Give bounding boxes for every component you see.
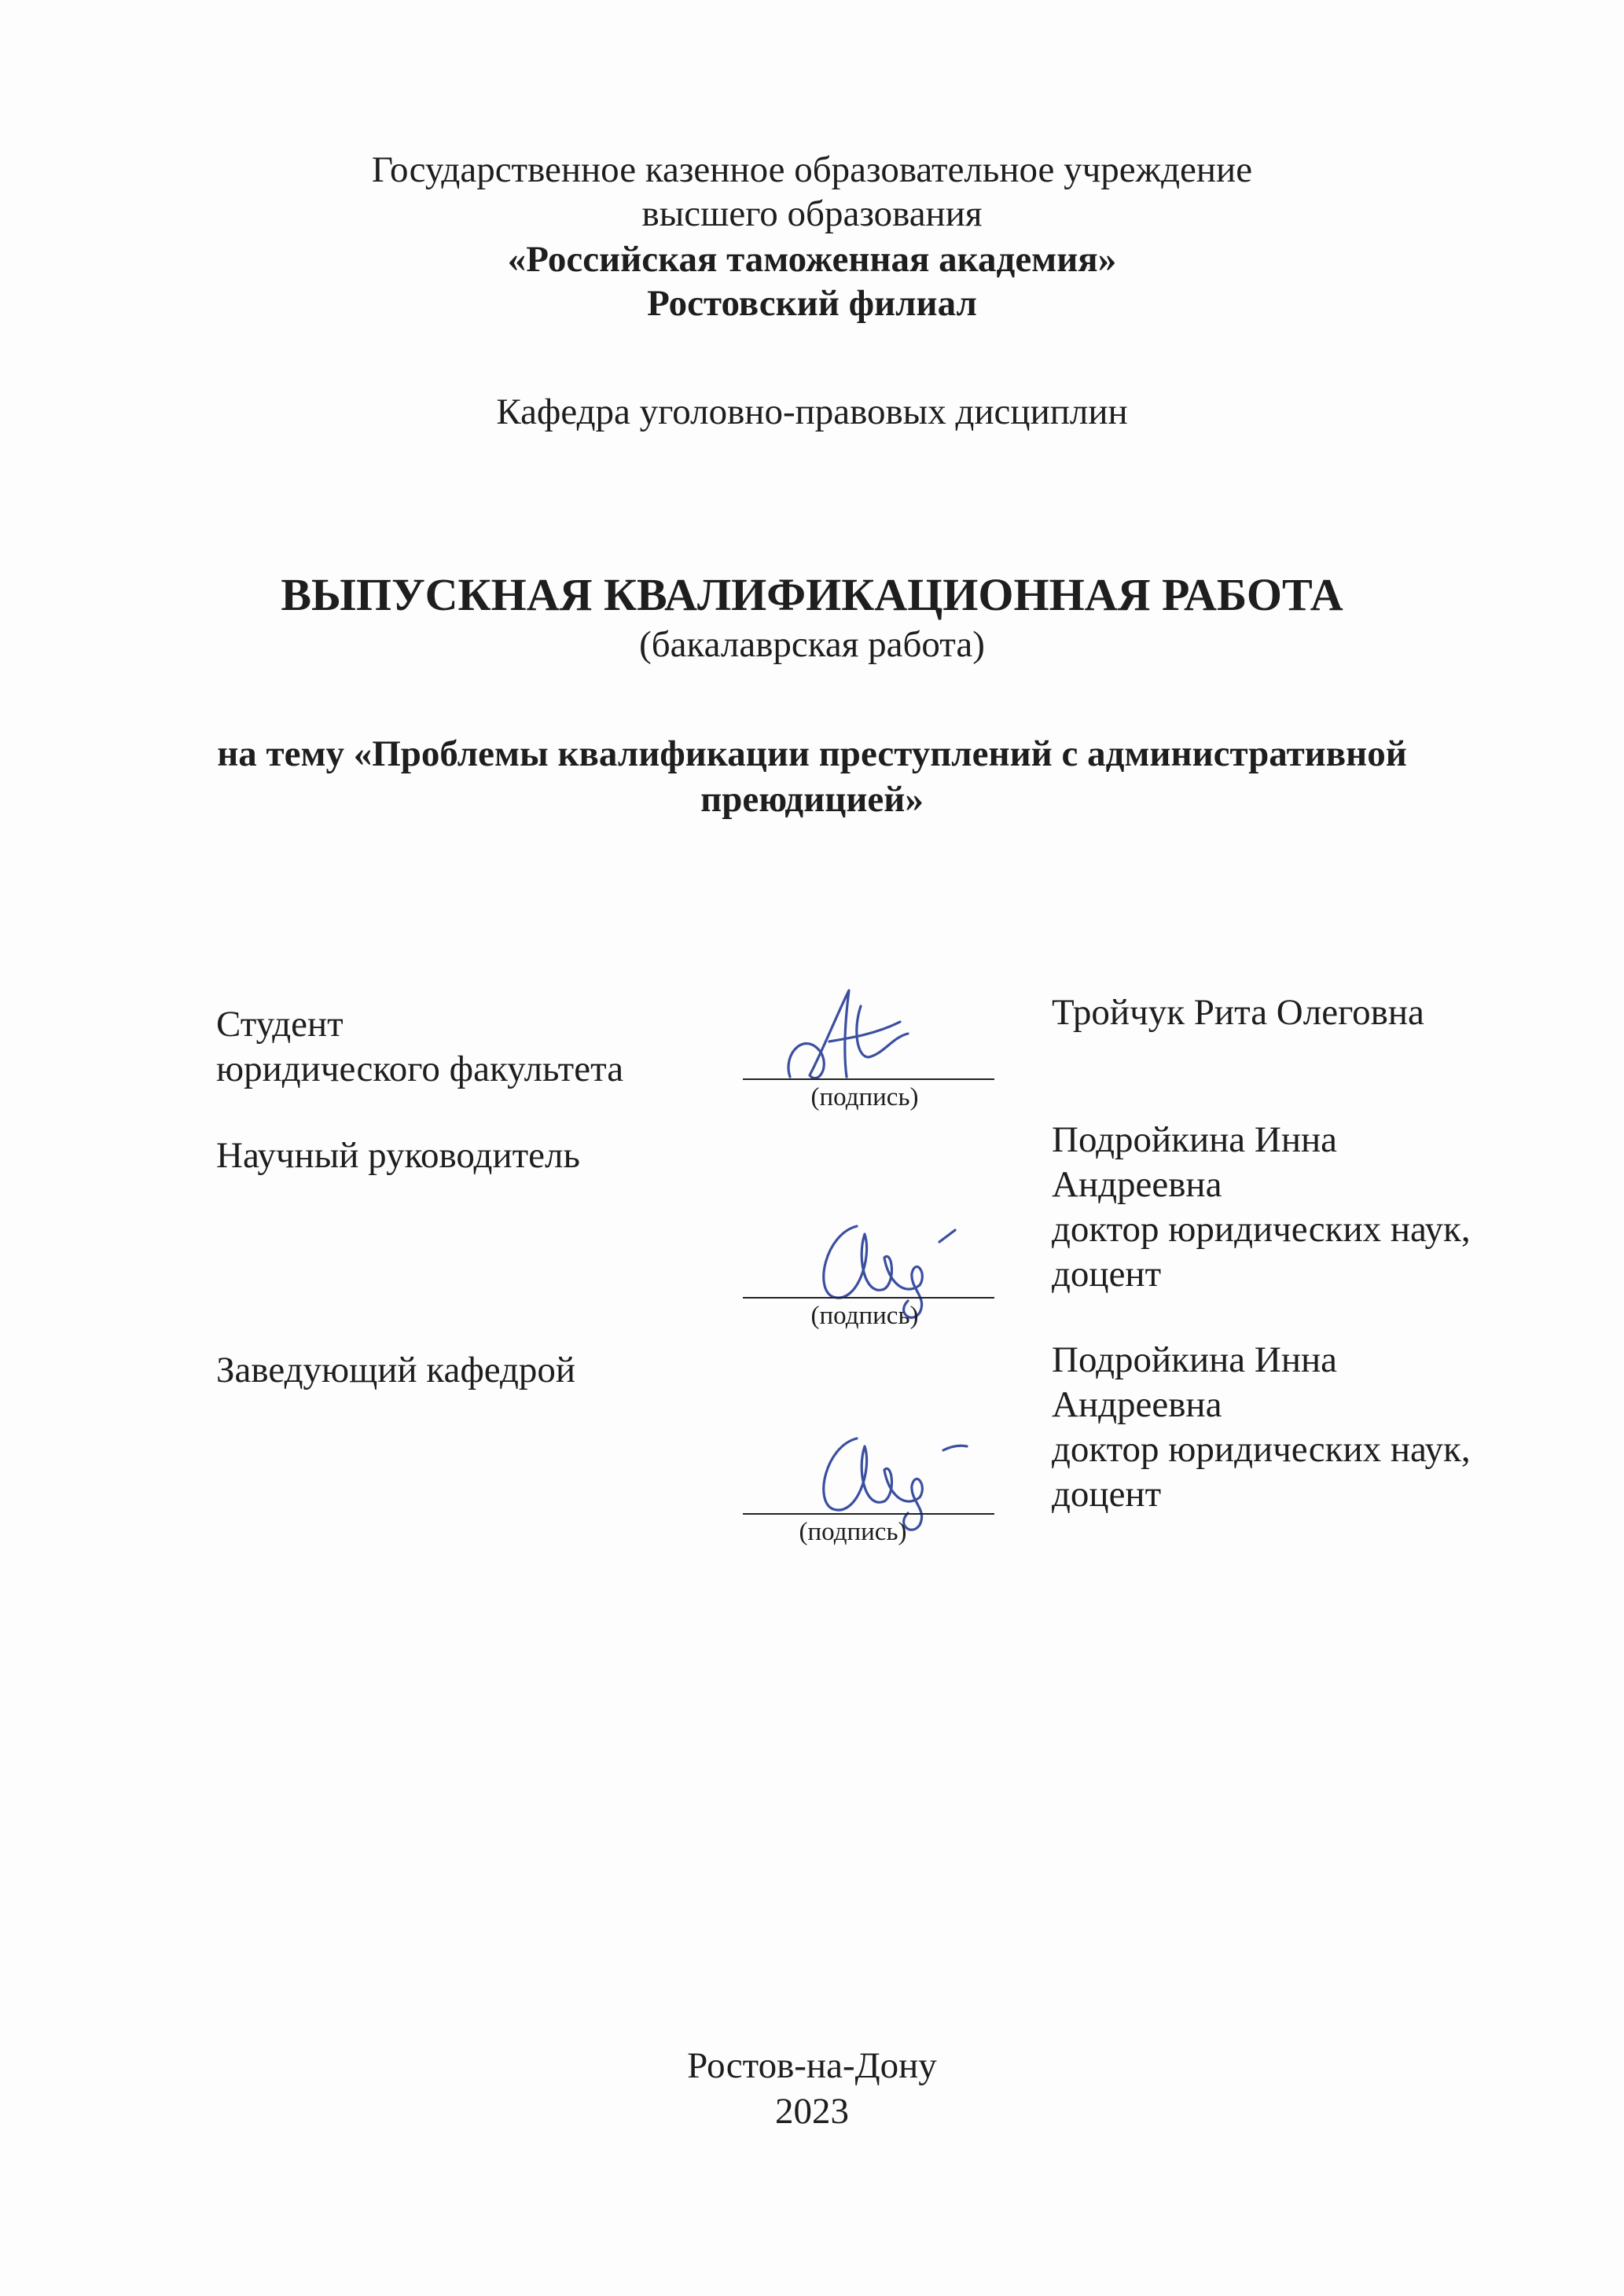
supervisor-signature-caption: (подпись)	[810, 1302, 919, 1330]
head-name-line-1: Подройкина Инна	[1052, 1339, 1338, 1380]
document-subtitle: (бакалаврская работа)	[639, 624, 985, 665]
head-degree-line-2: доцент	[1052, 1474, 1162, 1515]
branch-name: Ростовский филиал	[647, 283, 977, 324]
student-role-line-1: Студент	[216, 1004, 344, 1045]
academy-name: «Российская таможенная академия»	[507, 239, 1117, 280]
head-role: Заведующий кафедрой	[216, 1350, 576, 1390]
supervisor-name-line-2: Андреевна	[1052, 1164, 1222, 1205]
head-name-line-2: Андреевна	[1052, 1384, 1222, 1425]
institution-line-2: высшего образования	[641, 193, 983, 234]
year: 2023	[775, 2091, 849, 2132]
student-role-line-2: юридического факультета	[216, 1049, 624, 1089]
topic-line-1: на тему «Проблемы квалификации преступлений с административной	[217, 733, 1407, 774]
institution-line-1: Государственное казенное образовательное учреждение	[371, 149, 1253, 190]
student-name: Тройчук Рита Олеговна	[1052, 992, 1424, 1033]
department-name: Кафедра уголовно-правовых дисциплин	[496, 391, 1128, 432]
head-signature-caption: (подпись)	[799, 1518, 907, 1546]
head-signature-line	[743, 1513, 994, 1515]
supervisor-role: Научный руководитель	[216, 1135, 580, 1176]
head-signature	[810, 1423, 975, 1533]
supervisor-degree-line-1: доктор юридических наук,	[1052, 1209, 1471, 1250]
head-degree-line-1: доктор юридических наук,	[1052, 1429, 1471, 1470]
topic-line-2: преюдицией»	[700, 779, 924, 820]
city: Ростов-на-Дону	[687, 2045, 937, 2086]
supervisor-signature-line	[743, 1297, 994, 1299]
document-title: ВЫПУСКНАЯ КВАЛИФИКАЦИОННАЯ РАБОТА	[281, 569, 1343, 620]
supervisor-name-line-1: Подройкина Инна	[1052, 1119, 1338, 1160]
student-signature-line	[743, 1078, 994, 1080]
student-signature-caption: (подпись)	[810, 1083, 919, 1111]
supervisor-degree-line-2: доцент	[1052, 1254, 1162, 1295]
